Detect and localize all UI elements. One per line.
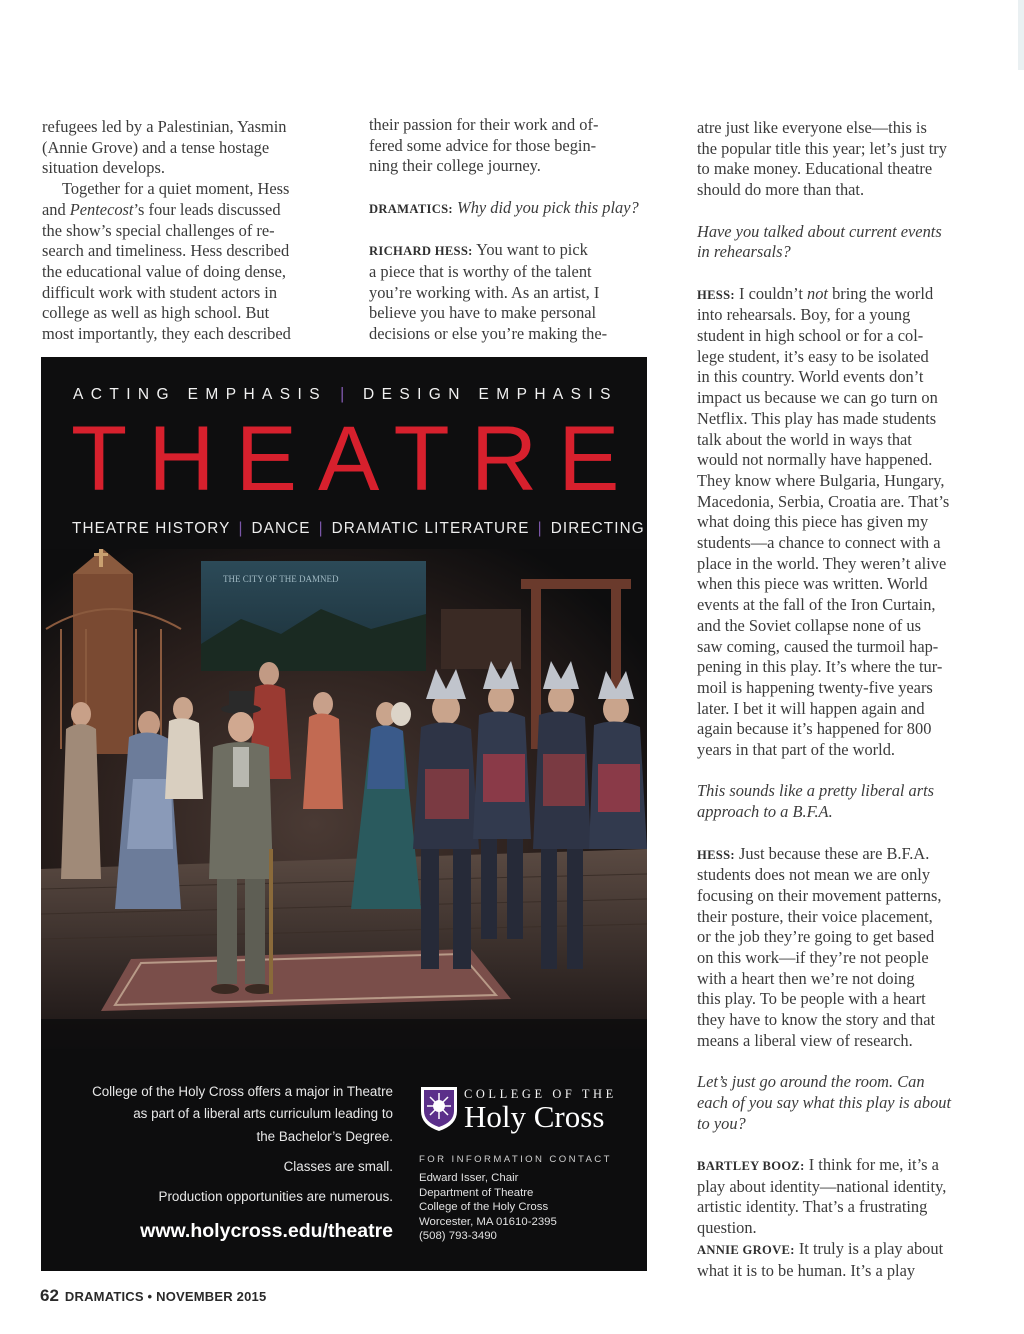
text-line: their posture, their voice placement, (697, 906, 933, 926)
text-line: Netflix. This play has made students (697, 408, 937, 428)
text-line: fered some advice for those begin- (369, 135, 597, 155)
interview-question: approach to a B.F.A. (697, 802, 833, 822)
text-line (697, 284, 989, 306)
text-run: Just because these are B.F.A. (739, 843, 930, 863)
paragraph-gap (369, 177, 649, 198)
paragraph-gap (697, 201, 989, 222)
text-run: I couldn’t (739, 283, 803, 303)
text-line: when this piece was written. World (697, 574, 928, 594)
interview-question: to you? (697, 1113, 746, 1133)
text-line: the educational value of doing dense, (42, 261, 286, 281)
ad-copy-line: College of the Holy Cross offers a major in Theatre (92, 1084, 393, 1099)
speaker-label: ANNIE GROVE: (697, 1242, 795, 1257)
text-run: I think for me, it’s a (808, 1155, 939, 1175)
text-line: focusing on their movement patterns, (697, 885, 942, 905)
subject-list (72, 520, 645, 538)
text-line (697, 844, 989, 866)
subject-item: DRAMATIC LITERATURE (331, 520, 530, 537)
text-line: they have to know the story and that (697, 1010, 936, 1030)
text-line: the show’s special challenges of re- (42, 220, 275, 240)
answer-block (697, 305, 989, 760)
text-line: (Annie Grove) and a tense hostage (42, 137, 270, 157)
design-emphasis-label: DESIGN EMPHASIS (363, 386, 618, 403)
divider-pipe: | (537, 520, 543, 537)
interview-question: Have you talked about current events (697, 221, 942, 241)
text-line: would not normally have happened. (697, 450, 933, 470)
paragraph-gap (697, 263, 989, 284)
emphasis-text: not (807, 283, 828, 303)
text-line (697, 1239, 989, 1261)
article-column-1 (42, 117, 334, 345)
text-line: college as well as high school. But (42, 303, 270, 323)
text-line: this play. To be people with a heart (697, 989, 926, 1009)
text-line: on this work—if they’re not people (697, 948, 929, 968)
text-line: play about identity—national identity, (697, 1176, 947, 1196)
text-line: a piece that is worthy of the talent (369, 261, 592, 281)
interview-question: Let’s just go around the room. Can (697, 1072, 925, 1092)
text-run: It truly is a play about (798, 1238, 944, 1258)
divider-pipe: | (318, 520, 324, 537)
ad-copy-line: Classes are small. (283, 1159, 393, 1174)
text-line: you’re working with. As an artist, I (369, 282, 600, 302)
text-line: place in the world. They weren’t alive (697, 553, 947, 573)
text-line: the popular title this year; let’s just try (697, 138, 947, 158)
contact-line: Worcester, MA 01610-2395 (419, 1216, 557, 1228)
ad-copy-line: Production opportunities are numerous. (158, 1189, 393, 1204)
college-of-the-label: COLLEGE OF THE (464, 1087, 617, 1101)
holy-cross-shield-icon (419, 1085, 459, 1133)
paragraph-gap (697, 1134, 989, 1155)
stage-production-photo (41, 549, 647, 1049)
text-line (697, 1155, 989, 1177)
paragraph-gap (697, 761, 989, 782)
text-line: with a heart then we’re not doing (697, 968, 915, 988)
text-line: Macedonia, Serbia, Croatia are. That’s (697, 491, 950, 511)
contact-line: College of the Holy Cross (419, 1201, 549, 1213)
page-number: 62 (40, 1286, 59, 1305)
contact-phone: (508) 793-3490 (419, 1230, 497, 1242)
text-line: student in high school or for a col- (697, 326, 924, 345)
contact-heading: FOR INFORMATION CONTACT (419, 1154, 612, 1165)
text-line: students—a chance to connect with a (697, 533, 941, 553)
speaker-label: HESS: (697, 287, 735, 302)
text-line: into rehearsals. Boy, for a young (697, 305, 911, 325)
speaker-label: DRAMATICS: (369, 201, 453, 216)
college-name: Holy Cross (464, 1099, 605, 1134)
text-line: again because it’s happened for 800 (697, 719, 932, 739)
text-line: saw coming, caused the turmoil hap- (697, 636, 939, 656)
article-column-2 (369, 115, 649, 345)
text-run: You want to pick (476, 240, 588, 260)
text-line: ning their college journey. (369, 156, 541, 176)
text-line: to make money. Educational theatre (697, 159, 933, 179)
text-line (369, 240, 649, 262)
divider-pipe: | (340, 384, 345, 403)
text-line: students does not mean we are only (697, 865, 931, 885)
text-line: what doing this piece has given my (697, 512, 929, 532)
text-line: moil is happening twenty-five years (697, 677, 933, 697)
text-line: situation develops. (42, 158, 165, 178)
answer-block (697, 865, 989, 1051)
speaker-label: BARTLEY BOOZ: (697, 1159, 805, 1174)
text-line: should do more than that. (697, 180, 865, 200)
page-footer (40, 1286, 266, 1306)
text-line (42, 200, 334, 221)
paragraph-gap (369, 220, 649, 241)
text-line: most importantly, they each described (42, 324, 291, 344)
subject-item: DIRECTING (550, 520, 645, 537)
ad-footer (41, 1057, 647, 1271)
speaker-label: RICHARD HESS: (369, 244, 473, 259)
subject-item: DANCE (251, 520, 311, 537)
text-line: talk about the world in ways that (697, 429, 912, 449)
text-run: ’s four leads discussed (133, 199, 281, 219)
interview-question: in rehearsals? (697, 242, 791, 262)
paragraph-gap (697, 823, 989, 844)
text-line: believe you have to make personal (369, 303, 597, 323)
acting-emphasis-label: ACTING EMPHASIS (73, 386, 327, 403)
text-line: search and timeliness. Hess described (42, 241, 290, 261)
text-line: pening in this play. It’s where the tur- (697, 657, 943, 677)
text-line: Together for a quiet moment, Hess (62, 179, 290, 199)
website-link[interactable]: www.holycross.edu/theatre (140, 1220, 393, 1242)
text-line: events at the fall of the Iron Curtain, (697, 595, 936, 615)
question-text: Why did you pick this play? (457, 197, 639, 217)
contact-line: Department of Theatre (419, 1187, 534, 1199)
publication-line: DRAMATICS • NOVEMBER 2015 (64, 1289, 267, 1304)
text-line: decisions or else you’re making the- (369, 324, 608, 343)
ad-copy-line: the Bachelor’s Degree. (256, 1129, 393, 1144)
interview-question (369, 198, 649, 220)
interview-question: each of you say what this play is about (697, 1092, 952, 1112)
text-line: impact us because we can go turn on (697, 388, 938, 408)
text-run: bring the world (832, 283, 934, 303)
text-line: refugees led by a Palestinian, Yasmin (42, 117, 287, 136)
ad-title: THEATRE (71, 408, 641, 510)
text-line: later. I bet it will happen again and (697, 698, 925, 718)
text-line: They know where Bulgaria, Hungary, (697, 470, 945, 490)
text-line: their passion for their work and of- (369, 115, 599, 134)
text-line: in this country. World events don’t (697, 367, 924, 387)
paragraph-gap (697, 1052, 989, 1073)
text-line: and the Soviet collapse none of us (697, 615, 921, 635)
text-line: artistic identity. That’s a frustrating (697, 1197, 928, 1217)
subject-item: THEATRE HISTORY (72, 520, 231, 537)
text-run: and (42, 199, 70, 219)
text-line: difficult work with student actors in (42, 282, 278, 302)
interview-question: This sounds like a pretty liberal arts (697, 781, 935, 801)
text-line: lege student, it’s easy to be isolated (697, 346, 929, 366)
text-line: question. (697, 1218, 757, 1238)
play-title: Pentecost (69, 199, 134, 219)
page-edge-strip (1018, 0, 1024, 70)
text-line: means a liberal view of research. (697, 1030, 913, 1050)
speaker-label: HESS: (697, 847, 735, 862)
ad-header (41, 357, 647, 557)
screen-sign-text: THE CITY OF THE DAMNED (223, 574, 339, 584)
holy-cross-theatre-ad (41, 357, 647, 1271)
ad-copy-line: as part of a liberal arts curriculum leading to (133, 1106, 393, 1121)
contact-line: Edward Isser, Chair (419, 1172, 519, 1184)
text-line: atre just like everyone else—this is (697, 118, 927, 137)
text-line: years in that part of the world. (697, 740, 895, 760)
article-column-3 (697, 118, 989, 1281)
text-line: what it is to be human. It’s a play (697, 1260, 916, 1280)
text-line: or the job they’re going to get based (697, 927, 935, 947)
divider-pipe: | (238, 520, 244, 537)
